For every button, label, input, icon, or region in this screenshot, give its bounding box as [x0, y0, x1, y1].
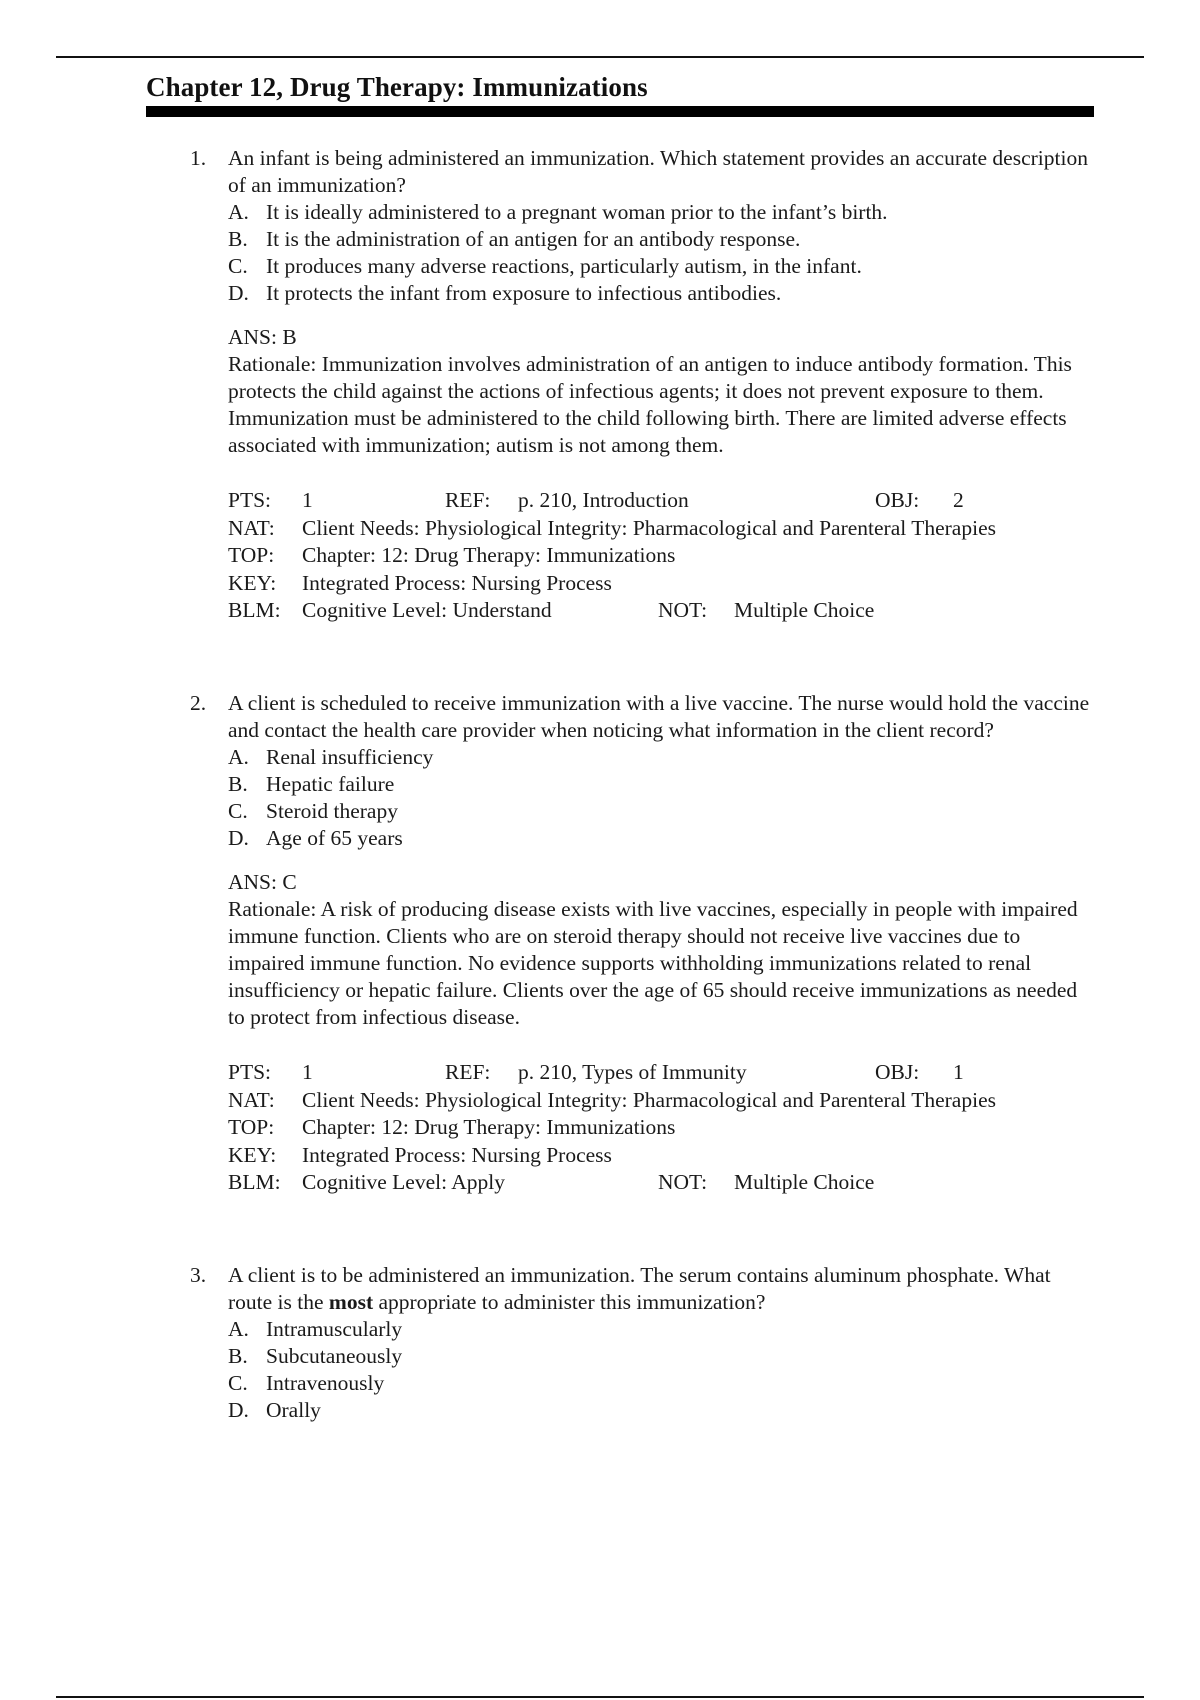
option-letter: D.	[228, 1398, 249, 1422]
ref-label: REF:	[445, 488, 491, 512]
obj-label: OBJ:	[875, 488, 920, 512]
option-b	[228, 771, 1096, 798]
not-value: Multiple Choice	[734, 1170, 875, 1194]
meta-row-top	[228, 542, 1096, 570]
nat-value: Client Needs: Physiological Integrity: Pharmacological and Parenteral Therapies	[302, 515, 996, 540]
meta-row-key	[228, 1142, 1096, 1170]
nat-label: NAT:	[228, 515, 275, 540]
option-text: Hepatic failure	[266, 772, 395, 796]
top-label: TOP:	[228, 543, 275, 567]
option-letter: A.	[228, 745, 249, 769]
option-letter: B.	[228, 227, 248, 251]
question-stem: An infant is being administered an immunization. Which statement provides an accurate description of an immunization?	[228, 146, 1088, 197]
blm-value: Cognitive Level: Apply	[302, 1170, 506, 1194]
not-label: NOT:	[658, 598, 708, 622]
meta-row-top	[228, 1114, 1096, 1142]
option-a	[228, 744, 1096, 771]
option-text: Age of 65 years	[266, 826, 403, 850]
option-letter: B.	[228, 1344, 248, 1368]
ref-value: p. 210, Types of Immunity	[518, 1060, 747, 1084]
question-stem: A client is scheduled to receive immunization with a live vaccine. The nurse would hold the vaccine and contact the health care provider when noticing what information in the client record?	[228, 691, 1090, 742]
rationale: Rationale: Immunization involves administration of an antigen to induce antibody formation. This protects the child against the actions of infectious agents; it does not prevent exposure to them. Immunization must be administered to the child following birth. There are limited adverse effects associated with immunization; autism is not among them.	[228, 352, 1072, 457]
question-metadata	[228, 1059, 1096, 1197]
meta-row-pts	[228, 1059, 1096, 1087]
option-letter: A.	[228, 1317, 249, 1341]
meta-row-blm	[228, 597, 1096, 625]
stem-emphasis: most	[328, 1290, 374, 1314]
answer-key: ANS: C	[228, 870, 297, 894]
option-letter: C.	[228, 1371, 248, 1395]
option-text: It is ideally administered to a pregnant woman prior to the infant’s birth.	[266, 200, 888, 224]
blm-value: Cognitive Level: Understand	[302, 598, 552, 622]
option-text: Renal insufficiency	[266, 745, 434, 769]
meta-row-nat	[228, 515, 1096, 543]
meta-row-blm	[228, 1169, 1096, 1197]
option-letter: D.	[228, 826, 249, 850]
option-letter: A.	[228, 200, 249, 224]
chapter-title: Chapter 12, Drug Therapy: Immunizations	[146, 72, 648, 102]
question-number: 1.	[190, 146, 207, 170]
option-text: It produces many adverse reactions, particularly autism, in the infant.	[266, 254, 862, 278]
top-label: TOP:	[228, 1115, 275, 1139]
blm-label: BLM:	[228, 1170, 281, 1194]
title-underline-bar	[146, 106, 1094, 117]
not-label: NOT:	[658, 1170, 708, 1194]
option-c	[228, 1370, 1096, 1397]
not-value: Multiple Choice	[734, 598, 875, 622]
option-letter: C.	[228, 254, 248, 278]
option-text: Orally	[266, 1398, 321, 1422]
question-number: 3.	[190, 1263, 207, 1287]
top-value: Chapter: 12: Drug Therapy: Immunizations	[302, 1115, 676, 1139]
blm-label: BLM:	[228, 598, 281, 622]
key-label: KEY:	[228, 1142, 277, 1167]
ref-value: p. 210, Introduction	[518, 488, 689, 512]
nat-label: NAT:	[228, 1087, 275, 1112]
question-stem	[228, 1262, 1096, 1316]
option-text: Intramuscularly	[266, 1317, 403, 1341]
key-label: KEY:	[228, 570, 277, 595]
option-c	[228, 798, 1096, 825]
top-value: Chapter: 12: Drug Therapy: Immunizations	[302, 543, 676, 567]
pts-value: 1	[302, 488, 313, 512]
stem-text: A client is to be administered an immunization. The serum contains aluminum phosphate. What route is the	[228, 1263, 1051, 1314]
stem-text: appropriate to administer this immunization?	[373, 1290, 766, 1314]
option-letter: C.	[228, 799, 248, 823]
option-b	[228, 1343, 1096, 1370]
option-a	[228, 1316, 1096, 1343]
option-letter: B.	[228, 772, 248, 796]
answer-options	[228, 744, 1096, 852]
option-text: Intravenously	[266, 1371, 385, 1395]
rationale: Rationale: A risk of producing disease exists with live vaccines, especially in people with impaired immune function. Clients who are on steroid therapy should not receive live vaccines due to impaired immune function. No evidence supports withholding immunizations related to renal insufficiency or hepatic failure. Clients over the age of 65 should receive immunizations as needed to protect from infectious disease.	[228, 897, 1078, 1029]
top-rule	[56, 56, 1144, 58]
option-d	[228, 825, 1096, 852]
key-value: Integrated Process: Nursing Process	[302, 1142, 612, 1167]
option-letter: D.	[228, 281, 249, 305]
option-a	[228, 199, 1096, 226]
option-d	[228, 280, 1096, 307]
option-text: It is the administration of an antigen for an antibody response.	[266, 227, 801, 251]
pts-value: 1	[302, 1060, 313, 1084]
option-d	[228, 1397, 1096, 1424]
pts-label: PTS:	[228, 488, 272, 512]
meta-row-pts	[228, 487, 1096, 515]
ref-label: REF:	[445, 1060, 491, 1084]
answer-options	[228, 199, 1096, 307]
meta-row-key	[228, 570, 1096, 598]
pts-label: PTS:	[228, 1060, 272, 1084]
key-value: Integrated Process: Nursing Process	[302, 570, 612, 595]
question-number: 2.	[190, 691, 207, 715]
obj-value: 2	[953, 488, 964, 512]
answer-options	[228, 1316, 1096, 1424]
meta-row-nat	[228, 1087, 1096, 1115]
option-text: Subcutaneously	[266, 1344, 403, 1368]
question-1	[176, 145, 1096, 625]
question-2	[176, 690, 1096, 1197]
nat-value: Client Needs: Physiological Integrity: Pharmacological and Parenteral Therapies	[302, 1087, 996, 1112]
question-metadata	[228, 487, 1096, 625]
answer-key: ANS: B	[228, 325, 297, 349]
option-text: It protects the infant from exposure to infectious antibodies.	[266, 281, 782, 305]
obj-value: 1	[953, 1060, 964, 1084]
option-text: Steroid therapy	[266, 799, 398, 823]
option-b	[228, 226, 1096, 253]
option-c	[228, 253, 1096, 280]
question-3	[176, 1262, 1096, 1424]
obj-label: OBJ:	[875, 1060, 920, 1084]
bottom-rule	[56, 1696, 1144, 1698]
